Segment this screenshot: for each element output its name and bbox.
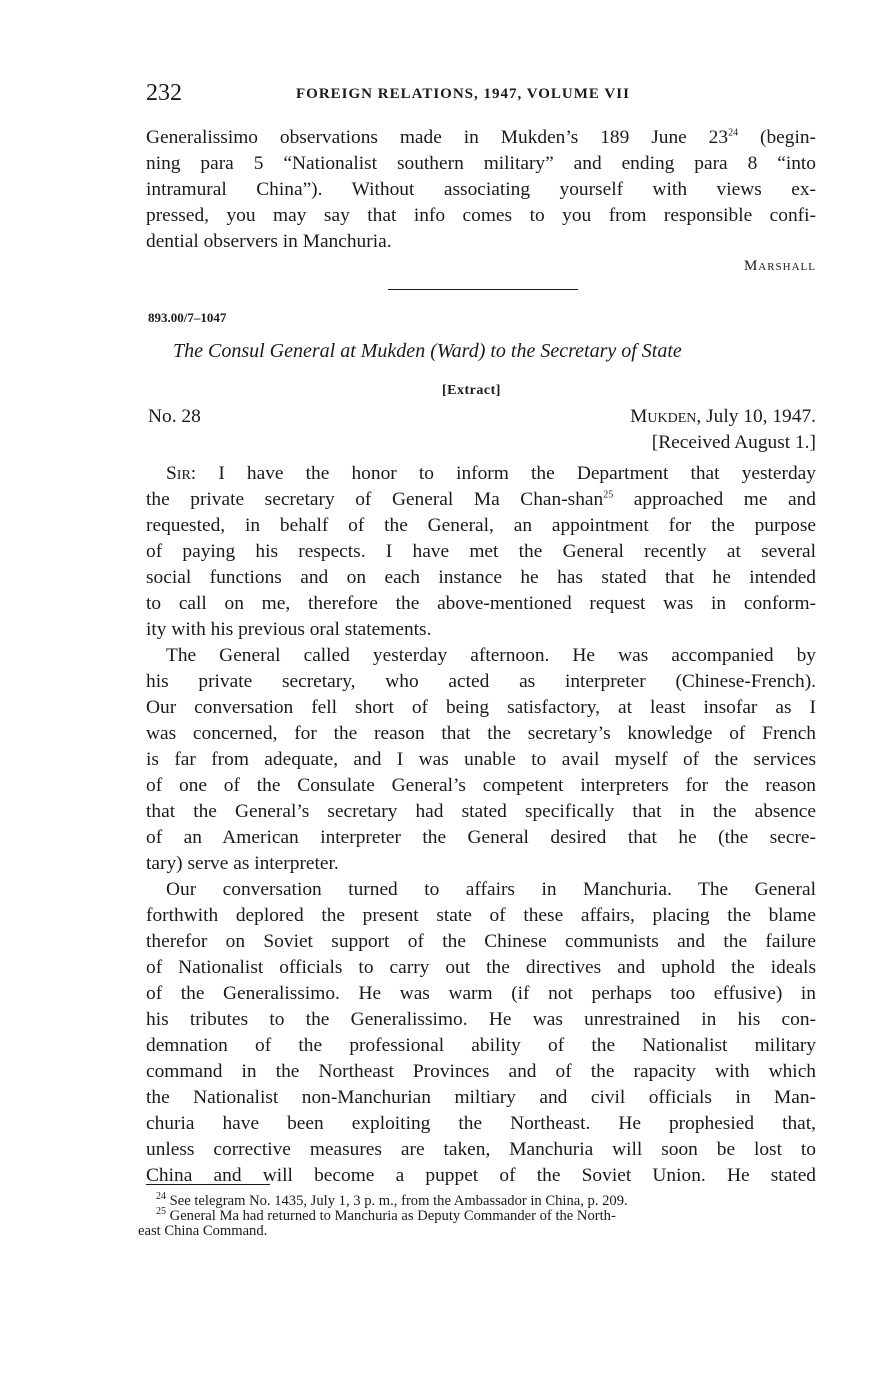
- footnote-25-continued: east China Command.: [138, 1223, 268, 1239]
- para3-line-8: command in the Northeast Provinces and of the rapacity with which: [146, 1061, 816, 1082]
- para1-line-7: ity with his previous oral statements.: [146, 619, 432, 640]
- footnote-25: $^{25}$ General Ma had returned to Manchuria as Deputy Commander of the North-: [156, 1206, 616, 1224]
- para3-line-2: forthwith deplored the present state of these affairs, placing the blame: [146, 905, 816, 926]
- para3-line-1: Our conversation turned to affairs in Manchuria. The General: [166, 879, 816, 900]
- intro-line-4: pressed, you may say that info comes to you from responsible confi-: [146, 205, 816, 226]
- para2-line-2: his private secretary, who acted as interpreter (Chinese-French).: [146, 671, 816, 692]
- section-divider: [388, 289, 578, 290]
- para3-line-10: churia have been exploiting the Northeast. He prophesied that,: [146, 1113, 816, 1134]
- para3-line-5: of the Generalissimo. He was warm (if not perhaps too effusive) in: [146, 983, 816, 1004]
- para2-line-1: The General called yesterday afternoon. He was accompanied by: [166, 645, 816, 666]
- para2-line-3: Our conversation fell short of being satisfactory, at least insofar as I: [146, 697, 816, 718]
- para1-line-4: of paying his respects. I have met the General recently at several: [146, 541, 816, 562]
- salutation: Sir: [166, 463, 191, 484]
- document-title: The Consul General at Mukden (Ward) to the Secretary of State: [173, 340, 682, 362]
- intro-line-3: intramural China”). Without associating yourself with views ex-: [146, 179, 816, 200]
- para3-line-11: unless corrective measures are taken, Manchuria will soon be lost to: [146, 1139, 816, 1160]
- intro-line-2: ning para 5 “Nationalist southern military” and ending para 8 “into: [146, 153, 816, 174]
- footnote-ref-25: 25: [603, 489, 614, 501]
- para2-line-4: was concerned, for the reason that the secretary’s knowledge of French: [146, 723, 816, 744]
- running-head: FOREIGN RELATIONS, 1947, VOLUME VII: [296, 86, 630, 102]
- footnote-24: $^{24}$ See telegram No. 1435, July 1, 3 p. m., from the Ambassador in China, p. 209.: [156, 1191, 628, 1209]
- para3-line-7: demnation of the professional ability of the Nationalist military: [146, 1035, 816, 1056]
- para2-line-5: is far from adequate, and I was unable to avail myself of the services: [146, 749, 816, 770]
- footnote-ref-24: 24: [728, 127, 739, 139]
- extract-label: [Extract]: [442, 383, 501, 398]
- document-number: No. 28: [148, 406, 201, 427]
- para1-line-2: the private secretary of General Ma Chan-shan$^{25}$ approached me and: [146, 489, 817, 510]
- signature: Marshall: [743, 258, 816, 274]
- para3-line-3: therefor on Soviet support of the Chinese communists and the failure: [146, 931, 816, 952]
- footnote-divider: [146, 1184, 270, 1185]
- para2-line-6: of one of the Consulate General’s competent interpreters for the reason: [146, 775, 816, 796]
- para3-line-12: China and will become a puppet of the Soviet Union. He stated: [146, 1165, 816, 1186]
- received-date: [Received August 1.]: [651, 432, 816, 453]
- para1-line-6: to call on me, therefore the above-mentioned request was in conform-: [146, 593, 816, 614]
- para3-line-4: of Nationalist officials to carry out the directives and uphold the ideals: [146, 957, 816, 978]
- para2-line-7: that the General’s secretary had stated specifically that in the absence: [146, 801, 816, 822]
- intro-line-5: dential observers in Manchuria.: [146, 231, 392, 252]
- para1-line-3: requested, in behalf of the General, an appointment for the purpose: [146, 515, 816, 536]
- page-number: 232: [146, 80, 182, 106]
- para3-line-6: his tributes to the Generalissimo. He was unrestrained in his con-: [146, 1009, 816, 1030]
- file-number: 893.00/7–1047: [148, 310, 227, 325]
- dateline-place: Mukden: [630, 406, 697, 427]
- para3-line-9: the Nationalist non-Manchurian miltiary and civil officials in Man-: [146, 1087, 816, 1108]
- intro-line-1: Generalissimo observations made in Mukden’s 189 June $23^{24}$ (begin-: [146, 127, 816, 148]
- page-header: [146, 76, 816, 110]
- para2-line-8: of an American interpreter the General desired that he (the secre-: [146, 827, 816, 848]
- para1-line-1: Sir: I have the honor to inform the Department that yesterday: [166, 463, 816, 484]
- para1-line-5: social functions and on each instance he has stated that he intended: [146, 567, 816, 588]
- dateline-date: , July 10, 1947.: [696, 406, 816, 427]
- dateline: [630, 406, 816, 428]
- para2-line-9: tary) serve as interpreter.: [146, 853, 339, 874]
